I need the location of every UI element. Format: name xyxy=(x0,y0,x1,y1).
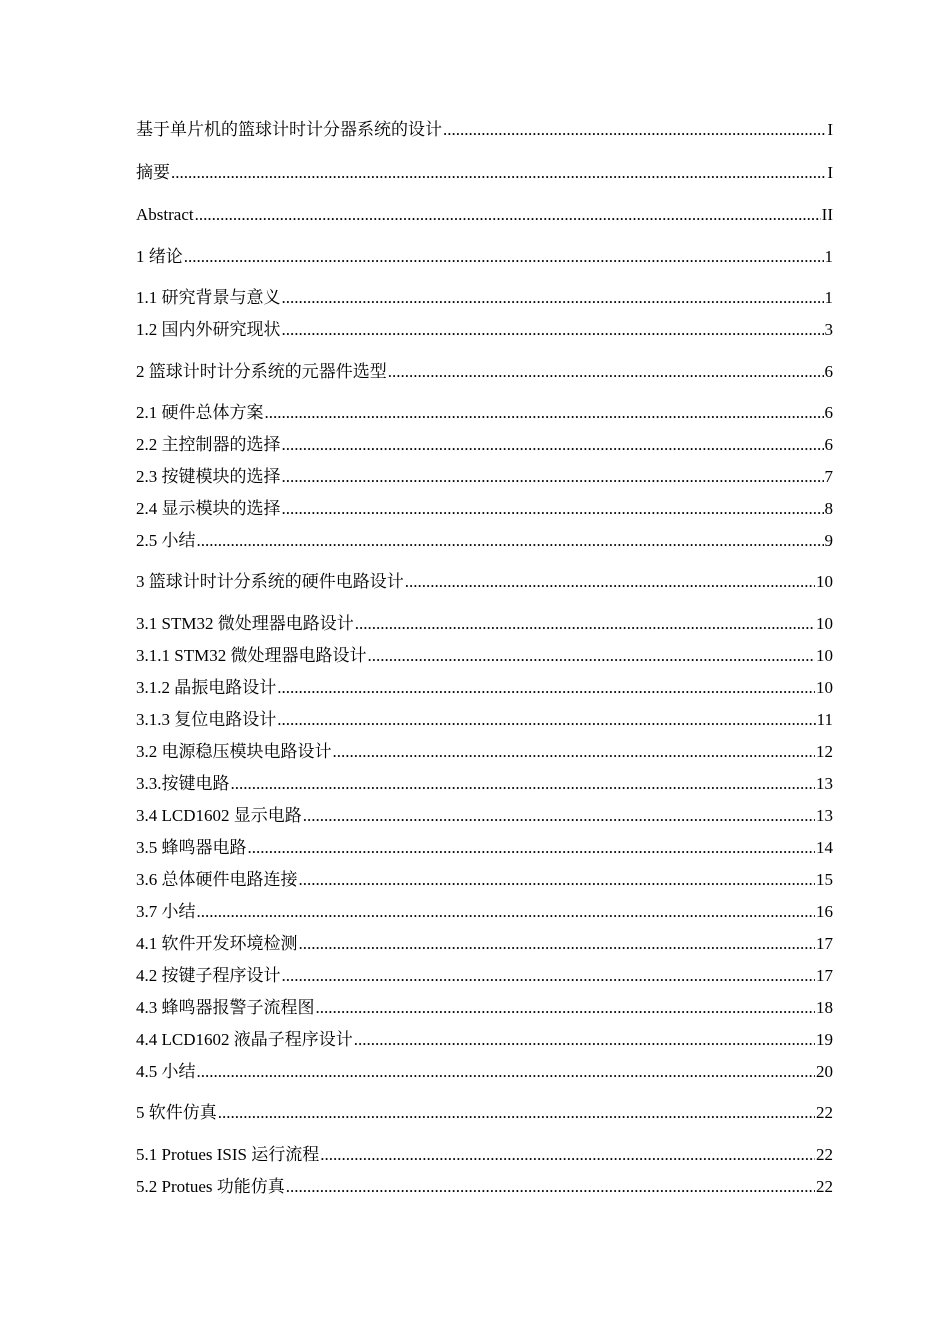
toc-entry-page: 15 xyxy=(816,870,833,889)
toc-entry-page: 17 xyxy=(816,934,833,953)
toc-entry-page: I xyxy=(827,120,833,139)
toc-entry[interactable] xyxy=(136,527,833,555)
toc-leader-dots xyxy=(354,1026,815,1054)
toc-entry[interactable] xyxy=(136,610,833,638)
toc-entry-label: 3.1.3 复位电路设计 xyxy=(136,710,277,729)
toc-entry-label: 1.2 国内外研究现状 xyxy=(136,320,281,339)
toc-leader-dots xyxy=(303,802,815,830)
toc-entry[interactable] xyxy=(136,1058,833,1086)
toc-entry[interactable] xyxy=(136,201,833,229)
toc-leader-dots xyxy=(286,1173,815,1201)
toc-entry-page: 16 xyxy=(816,902,833,921)
toc-entry-page: 10 xyxy=(816,678,833,697)
toc-entry[interactable] xyxy=(136,243,833,271)
toc-entry[interactable] xyxy=(136,930,833,958)
toc-entry-page: 19 xyxy=(816,1030,833,1049)
toc-entry[interactable] xyxy=(136,898,833,926)
toc-entry-page: II xyxy=(821,205,833,224)
toc-leader-dots xyxy=(282,962,816,990)
toc-entry[interactable] xyxy=(136,316,833,344)
toc-entry-label: 基于单片机的篮球计时计分器系统的设计 xyxy=(136,120,442,139)
toc-entry-label: 3.4 LCD1602 显示电路 xyxy=(136,806,302,825)
toc-entry[interactable] xyxy=(136,358,833,386)
toc-entry[interactable] xyxy=(136,495,833,523)
toc-entry-page: 6 xyxy=(824,403,833,422)
toc-leader-dots xyxy=(218,1099,815,1127)
toc-leader-dots xyxy=(282,316,824,344)
toc-leader-dots xyxy=(299,930,816,958)
toc-entry-label: 3.5 蜂鸣器电路 xyxy=(136,838,247,857)
toc-entry-label: 3 篮球计时计分系统的硬件电路设计 xyxy=(136,572,404,591)
toc-leader-dots xyxy=(197,1058,816,1086)
toc-entry-label: 5 软件仿真 xyxy=(136,1103,217,1122)
toc-entry[interactable] xyxy=(136,866,833,894)
toc-entry-label: 2.4 显示模块的选择 xyxy=(136,499,281,518)
toc-leader-dots xyxy=(388,358,824,386)
toc-entry-label: 摘要 xyxy=(136,163,170,182)
toc-leader-dots xyxy=(282,431,824,459)
toc-entry-page: 22 xyxy=(816,1103,833,1122)
toc-entry-label: 4.1 软件开发环境检测 xyxy=(136,934,298,953)
toc-entry[interactable] xyxy=(136,674,833,702)
toc-leader-dots xyxy=(443,116,826,144)
toc-entry[interactable] xyxy=(136,1173,833,1201)
toc-leader-dots xyxy=(282,495,824,523)
toc-entry[interactable] xyxy=(136,994,833,1022)
toc-entry-label: 5.1 Protues ISIS 运行流程 xyxy=(136,1145,320,1164)
toc-entry-label: 4.4 LCD1602 液晶子程序设计 xyxy=(136,1030,353,1049)
toc-entry-page: 6 xyxy=(824,362,833,381)
toc-entry-page: 22 xyxy=(816,1177,833,1196)
toc-entry[interactable] xyxy=(136,568,833,596)
toc-entry-page: 20 xyxy=(816,1062,833,1081)
toc-entry-page: 9 xyxy=(824,531,833,550)
toc-entry-page: 11 xyxy=(816,710,833,729)
toc-entry-page: 8 xyxy=(824,499,833,518)
toc-entry-label: 3.3.按键电路 xyxy=(136,774,230,793)
toc-entry[interactable] xyxy=(136,463,833,491)
toc-leader-dots xyxy=(282,284,824,312)
toc-entry-label: 1 绪论 xyxy=(136,247,183,266)
toc-entry-label: 3.7 小结 xyxy=(136,902,196,921)
toc-leader-dots xyxy=(299,866,816,894)
toc-entry[interactable] xyxy=(136,399,833,427)
toc-entry[interactable] xyxy=(136,706,833,734)
toc-leader-dots xyxy=(171,159,826,187)
toc-entry-page: 10 xyxy=(816,614,833,633)
toc-entry-label: 4.3 蜂鸣器报警子流程图 xyxy=(136,998,315,1017)
toc-leader-dots xyxy=(355,610,815,638)
toc-entry[interactable] xyxy=(136,802,833,830)
toc-entry-page: 1 xyxy=(824,247,833,266)
toc-entry-page: 22 xyxy=(816,1145,833,1164)
toc-entry[interactable] xyxy=(136,642,833,670)
toc-leader-dots xyxy=(282,463,824,491)
toc-entry-label: 5.2 Protues 功能仿真 xyxy=(136,1177,285,1196)
toc-entry-page: 1 xyxy=(824,288,833,307)
toc-leader-dots xyxy=(277,706,815,734)
toc-entry-page: I xyxy=(827,163,833,182)
toc-entry-page: 12 xyxy=(816,742,833,761)
toc-entry-label: 4.5 小结 xyxy=(136,1062,196,1081)
toc-leader-dots xyxy=(184,243,824,271)
toc-entry-label: 2.1 硬件总体方案 xyxy=(136,403,264,422)
toc-leader-dots xyxy=(248,834,816,862)
toc-leader-dots xyxy=(195,201,821,229)
toc-entry-label: 2 篮球计时计分系统的元器件选型 xyxy=(136,362,387,381)
toc-entry-label: 2.2 主控制器的选择 xyxy=(136,435,281,454)
toc-entry-label: 3.1.2 晶振电路设计 xyxy=(136,678,277,697)
toc-leader-dots xyxy=(197,898,816,926)
toc-entry-label: Abstract xyxy=(136,205,194,224)
toc-entry[interactable] xyxy=(136,1141,833,1169)
toc-entry[interactable] xyxy=(136,431,833,459)
toc-entry-page: 10 xyxy=(816,646,833,665)
toc-entry[interactable] xyxy=(136,284,833,312)
toc-entry-page: 13 xyxy=(816,774,833,793)
toc-leader-dots xyxy=(405,568,815,596)
toc-entry[interactable] xyxy=(136,738,833,766)
toc-leader-dots xyxy=(367,642,815,670)
toc-entry[interactable] xyxy=(136,834,833,862)
toc-entry-label: 3.6 总体硬件电路连接 xyxy=(136,870,298,889)
toc-entry-page: 3 xyxy=(824,320,833,339)
toc-entry-label: 2.5 小结 xyxy=(136,531,196,550)
toc-entry-label: 1.1 研究背景与意义 xyxy=(136,288,281,307)
toc-entry-label: 3.1 STM32 微处理器电路设计 xyxy=(136,614,354,633)
toc-entry-page: 10 xyxy=(816,572,833,591)
toc-entry-label: 3.2 电源稳压模块电路设计 xyxy=(136,742,332,761)
toc-entry-label: 2.3 按键模块的选择 xyxy=(136,467,281,486)
toc-leader-dots xyxy=(320,1141,815,1169)
toc-entry-label: 4.2 按键子程序设计 xyxy=(136,966,281,985)
toc-entry[interactable] xyxy=(136,1026,833,1054)
toc-entry[interactable] xyxy=(136,159,833,187)
toc-leader-dots xyxy=(197,527,824,555)
toc-entry-page: 13 xyxy=(816,806,833,825)
toc-entry-page: 17 xyxy=(816,966,833,985)
toc-entry-page: 6 xyxy=(824,435,833,454)
toc-leader-dots xyxy=(277,674,815,702)
toc-leader-dots xyxy=(265,399,824,427)
toc-leader-dots xyxy=(316,994,816,1022)
toc-entry-label: 3.1.1 STM32 微处理器电路设计 xyxy=(136,646,367,665)
toc-leader-dots xyxy=(333,738,816,766)
toc-entry[interactable] xyxy=(136,1099,833,1127)
toc-entry[interactable] xyxy=(136,962,833,990)
toc-entry[interactable] xyxy=(136,770,833,798)
toc-entry-page: 14 xyxy=(816,838,833,857)
toc-entry[interactable] xyxy=(136,116,833,144)
toc-entry-page: 18 xyxy=(816,998,833,1017)
toc-leader-dots xyxy=(231,770,816,798)
toc-entry-page: 7 xyxy=(824,467,833,486)
